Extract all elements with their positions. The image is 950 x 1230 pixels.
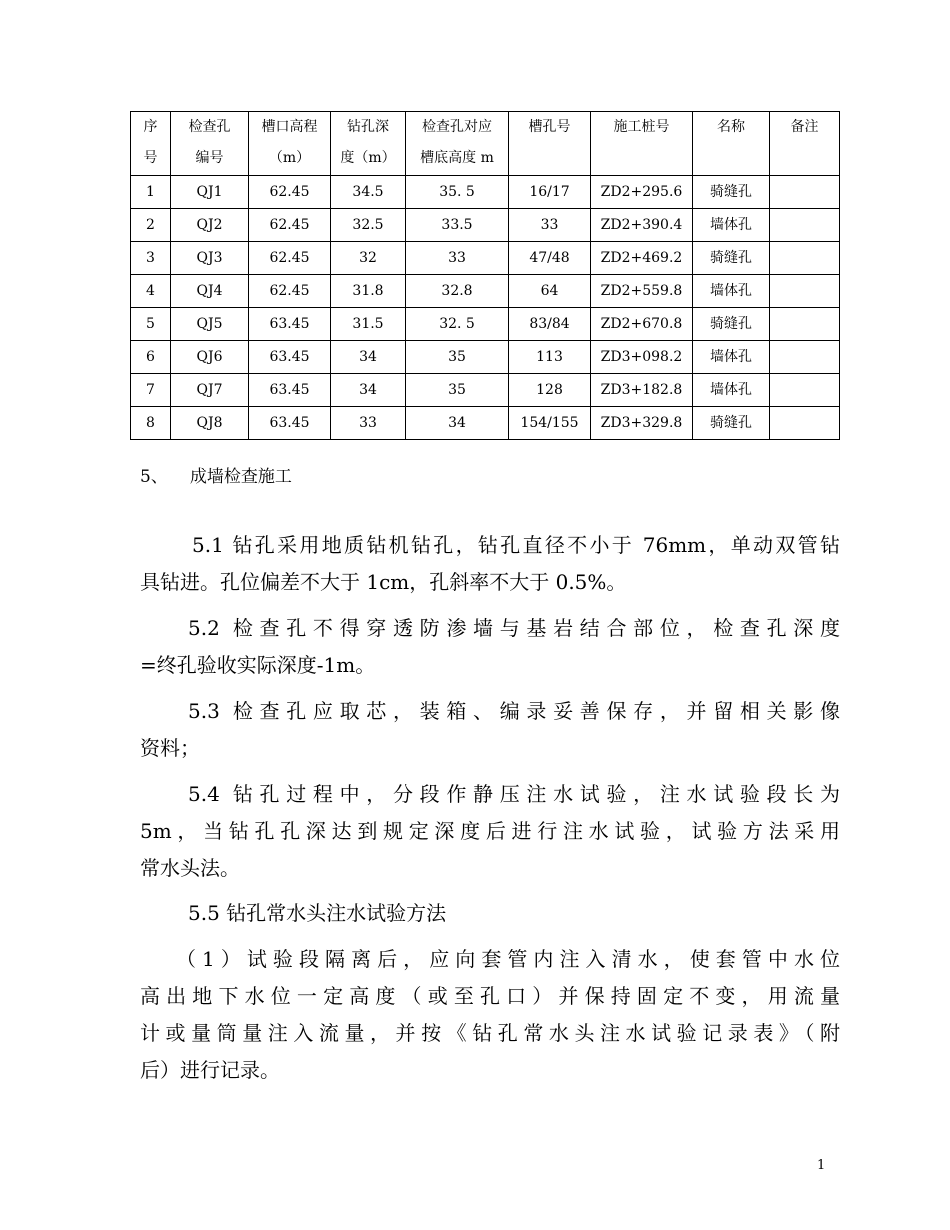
text-line: =终孔验收实际深度-1m。	[140, 653, 376, 677]
table-cell: QJ6	[171, 341, 249, 374]
table-cell: 32. 5	[406, 308, 509, 341]
table-cell: 34	[331, 374, 406, 407]
table-cell: 骑缝孔	[693, 308, 770, 341]
table-cell: ZD2+559.8	[591, 275, 693, 308]
inspection-hole-table	[130, 111, 840, 440]
header-text	[509, 143, 590, 174]
table-cell	[770, 275, 840, 308]
table-cell: ZD3+329.8	[591, 407, 693, 440]
table-cell: 62.45	[249, 275, 331, 308]
table-row	[131, 308, 840, 341]
text-line: 5.5 钻孔常水头注水试验方法	[188, 901, 447, 925]
table-cell: ZD2+469.2	[591, 242, 693, 275]
text-line: 资料；	[140, 736, 200, 760]
table-row	[131, 407, 840, 440]
table-cell: 8	[131, 407, 171, 440]
header-text: 备注	[790, 119, 819, 135]
header-text	[693, 143, 769, 174]
table-cell	[770, 176, 840, 209]
table-cell: QJ7	[171, 374, 249, 407]
table-cell: ZD2+295.6	[591, 176, 693, 209]
text-line: 计或量筒量注入流量，并按《钻孔常水头注水试验记录表》（附	[140, 1021, 840, 1045]
column-header	[171, 112, 249, 176]
table-cell: 33	[331, 407, 406, 440]
table-cell: QJ8	[171, 407, 249, 440]
table-cell: QJ5	[171, 308, 249, 341]
table-cell: 33.5	[406, 209, 509, 242]
table-cell: ZD2+390.4	[591, 209, 693, 242]
text-line: 具钻进。孔位偏差不大于 1cm，孔斜率不大于 0.5%。	[140, 570, 627, 594]
header-text: 槽口高程	[261, 119, 318, 135]
text-line: 高出地下水位一定高度（或至孔口）并保持固定不变，用流量	[140, 984, 840, 1008]
table-cell: QJ1	[171, 176, 249, 209]
column-header	[770, 112, 840, 176]
text-line: （1）试验段隔离后，应向套管内注入清水，使套管中水位	[176, 947, 840, 971]
table-cell	[770, 341, 840, 374]
header-text: 钻孔深	[347, 119, 389, 135]
text-line: 5.2 检查孔不得穿透防渗墙与基岩结合部位，检查孔深度	[188, 616, 840, 640]
table-cell: 34.5	[331, 176, 406, 209]
header-text: 槽底高度 m	[420, 150, 494, 166]
table-cell: 2	[131, 209, 171, 242]
table-cell: 32.8	[406, 275, 509, 308]
header-text: 度（m）	[340, 150, 396, 166]
table-cell: 1	[131, 176, 171, 209]
text-line: 5.3 检查孔应取芯，装箱、编录妥善保存，并留相关影像	[188, 699, 840, 723]
column-header	[693, 112, 770, 176]
table-row	[131, 209, 840, 242]
table-cell	[770, 374, 840, 407]
table-cell: 31.8	[331, 275, 406, 308]
table-cell	[770, 242, 840, 275]
table-cell: 32.5	[331, 209, 406, 242]
table-cell: 62.45	[249, 242, 331, 275]
paragraph	[140, 610, 840, 684]
table-cell: 63.45	[249, 308, 331, 341]
table-cell: 31.5	[331, 308, 406, 341]
section-title: 成墙检查施工	[189, 467, 292, 487]
table-cell: 5	[131, 308, 171, 341]
paragraph	[140, 776, 840, 887]
table-cell	[770, 209, 840, 242]
header-text: 检查孔	[188, 119, 231, 135]
table-cell: 64	[509, 275, 591, 308]
header-text	[770, 143, 839, 174]
header-text: 槽孔号	[528, 119, 571, 135]
table-cell: 7	[131, 374, 171, 407]
table-cell: 骑缝孔	[693, 242, 770, 275]
paragraph	[140, 527, 840, 601]
table-cell: 32	[331, 242, 406, 275]
table-cell: 墙体孔	[693, 209, 770, 242]
table-cell: 墙体孔	[693, 341, 770, 374]
column-header	[331, 112, 406, 176]
table-cell: QJ3	[171, 242, 249, 275]
table-cell: 骑缝孔	[693, 407, 770, 440]
header-text: 序	[143, 119, 158, 135]
table-cell: 63.45	[249, 374, 331, 407]
header-text: 号	[143, 150, 158, 166]
column-header	[509, 112, 591, 176]
column-header	[406, 112, 509, 176]
table-cell: 35. 5	[406, 176, 509, 209]
table-cell: 骑缝孔	[693, 176, 770, 209]
table-cell: ZD2+670.8	[591, 308, 693, 341]
table-cell: 3	[131, 242, 171, 275]
header-text: 检查孔对应	[422, 119, 492, 135]
table-cell: 33	[509, 209, 591, 242]
header-text: 编号	[195, 150, 224, 166]
header-text	[591, 143, 692, 174]
text-line: 5.4 钻孔过程中，分段作静压注水试验，注水试验段长为	[188, 782, 840, 806]
table-cell: 35	[406, 341, 509, 374]
header-text: 施工桩号	[613, 119, 670, 135]
table-cell: 16/17	[509, 176, 591, 209]
table-cell: ZD3+182.8	[591, 374, 693, 407]
table-cell: 47/48	[509, 242, 591, 275]
table-cell: 63.45	[249, 407, 331, 440]
page-number: 1	[817, 1158, 826, 1173]
text-line: 5.1 钻孔采用地质钻机钻孔，钻孔直径不小于 76mm，单动双管钻	[192, 533, 840, 557]
text-line: 5m，当钻孔孔深达到规定深度后进行注水试验，试验方法采用	[140, 819, 840, 843]
table-cell: 34	[406, 407, 509, 440]
column-header	[591, 112, 693, 176]
table-cell: 128	[509, 374, 591, 407]
table-row	[131, 176, 840, 209]
table-cell: ZD3+098.2	[591, 341, 693, 374]
table-cell: 63.45	[249, 341, 331, 374]
table-cell: 35	[406, 374, 509, 407]
table-cell: 4	[131, 275, 171, 308]
header-text: （m）	[268, 150, 311, 166]
paragraph	[140, 895, 840, 932]
table-cell: QJ4	[171, 275, 249, 308]
table-row	[131, 341, 840, 374]
table-cell: 6	[131, 341, 171, 374]
section-number: 5、	[140, 467, 168, 487]
table-cell: 墙体孔	[693, 374, 770, 407]
table-cell	[770, 308, 840, 341]
table-cell: QJ2	[171, 209, 249, 242]
table-cell	[770, 407, 840, 440]
table-cell: 34	[331, 341, 406, 374]
table-row	[131, 374, 840, 407]
table-cell: 113	[509, 341, 591, 374]
text-line: 常水头法。	[140, 856, 240, 880]
text-line: 后）进行记录。	[140, 1058, 280, 1082]
paragraph	[140, 693, 840, 767]
table-cell: 33	[406, 242, 509, 275]
table-cell: 83/84	[509, 308, 591, 341]
column-header	[249, 112, 331, 176]
paragraph	[140, 941, 840, 1089]
table-cell: 154/155	[509, 407, 591, 440]
table-cell: 墙体孔	[693, 275, 770, 308]
table-cell: 62.45	[249, 176, 331, 209]
table-cell: 62.45	[249, 209, 331, 242]
header-text: 名称	[717, 119, 745, 135]
section-heading	[140, 462, 314, 487]
table-row	[131, 275, 840, 308]
column-header	[131, 112, 171, 176]
table-row	[131, 242, 840, 275]
